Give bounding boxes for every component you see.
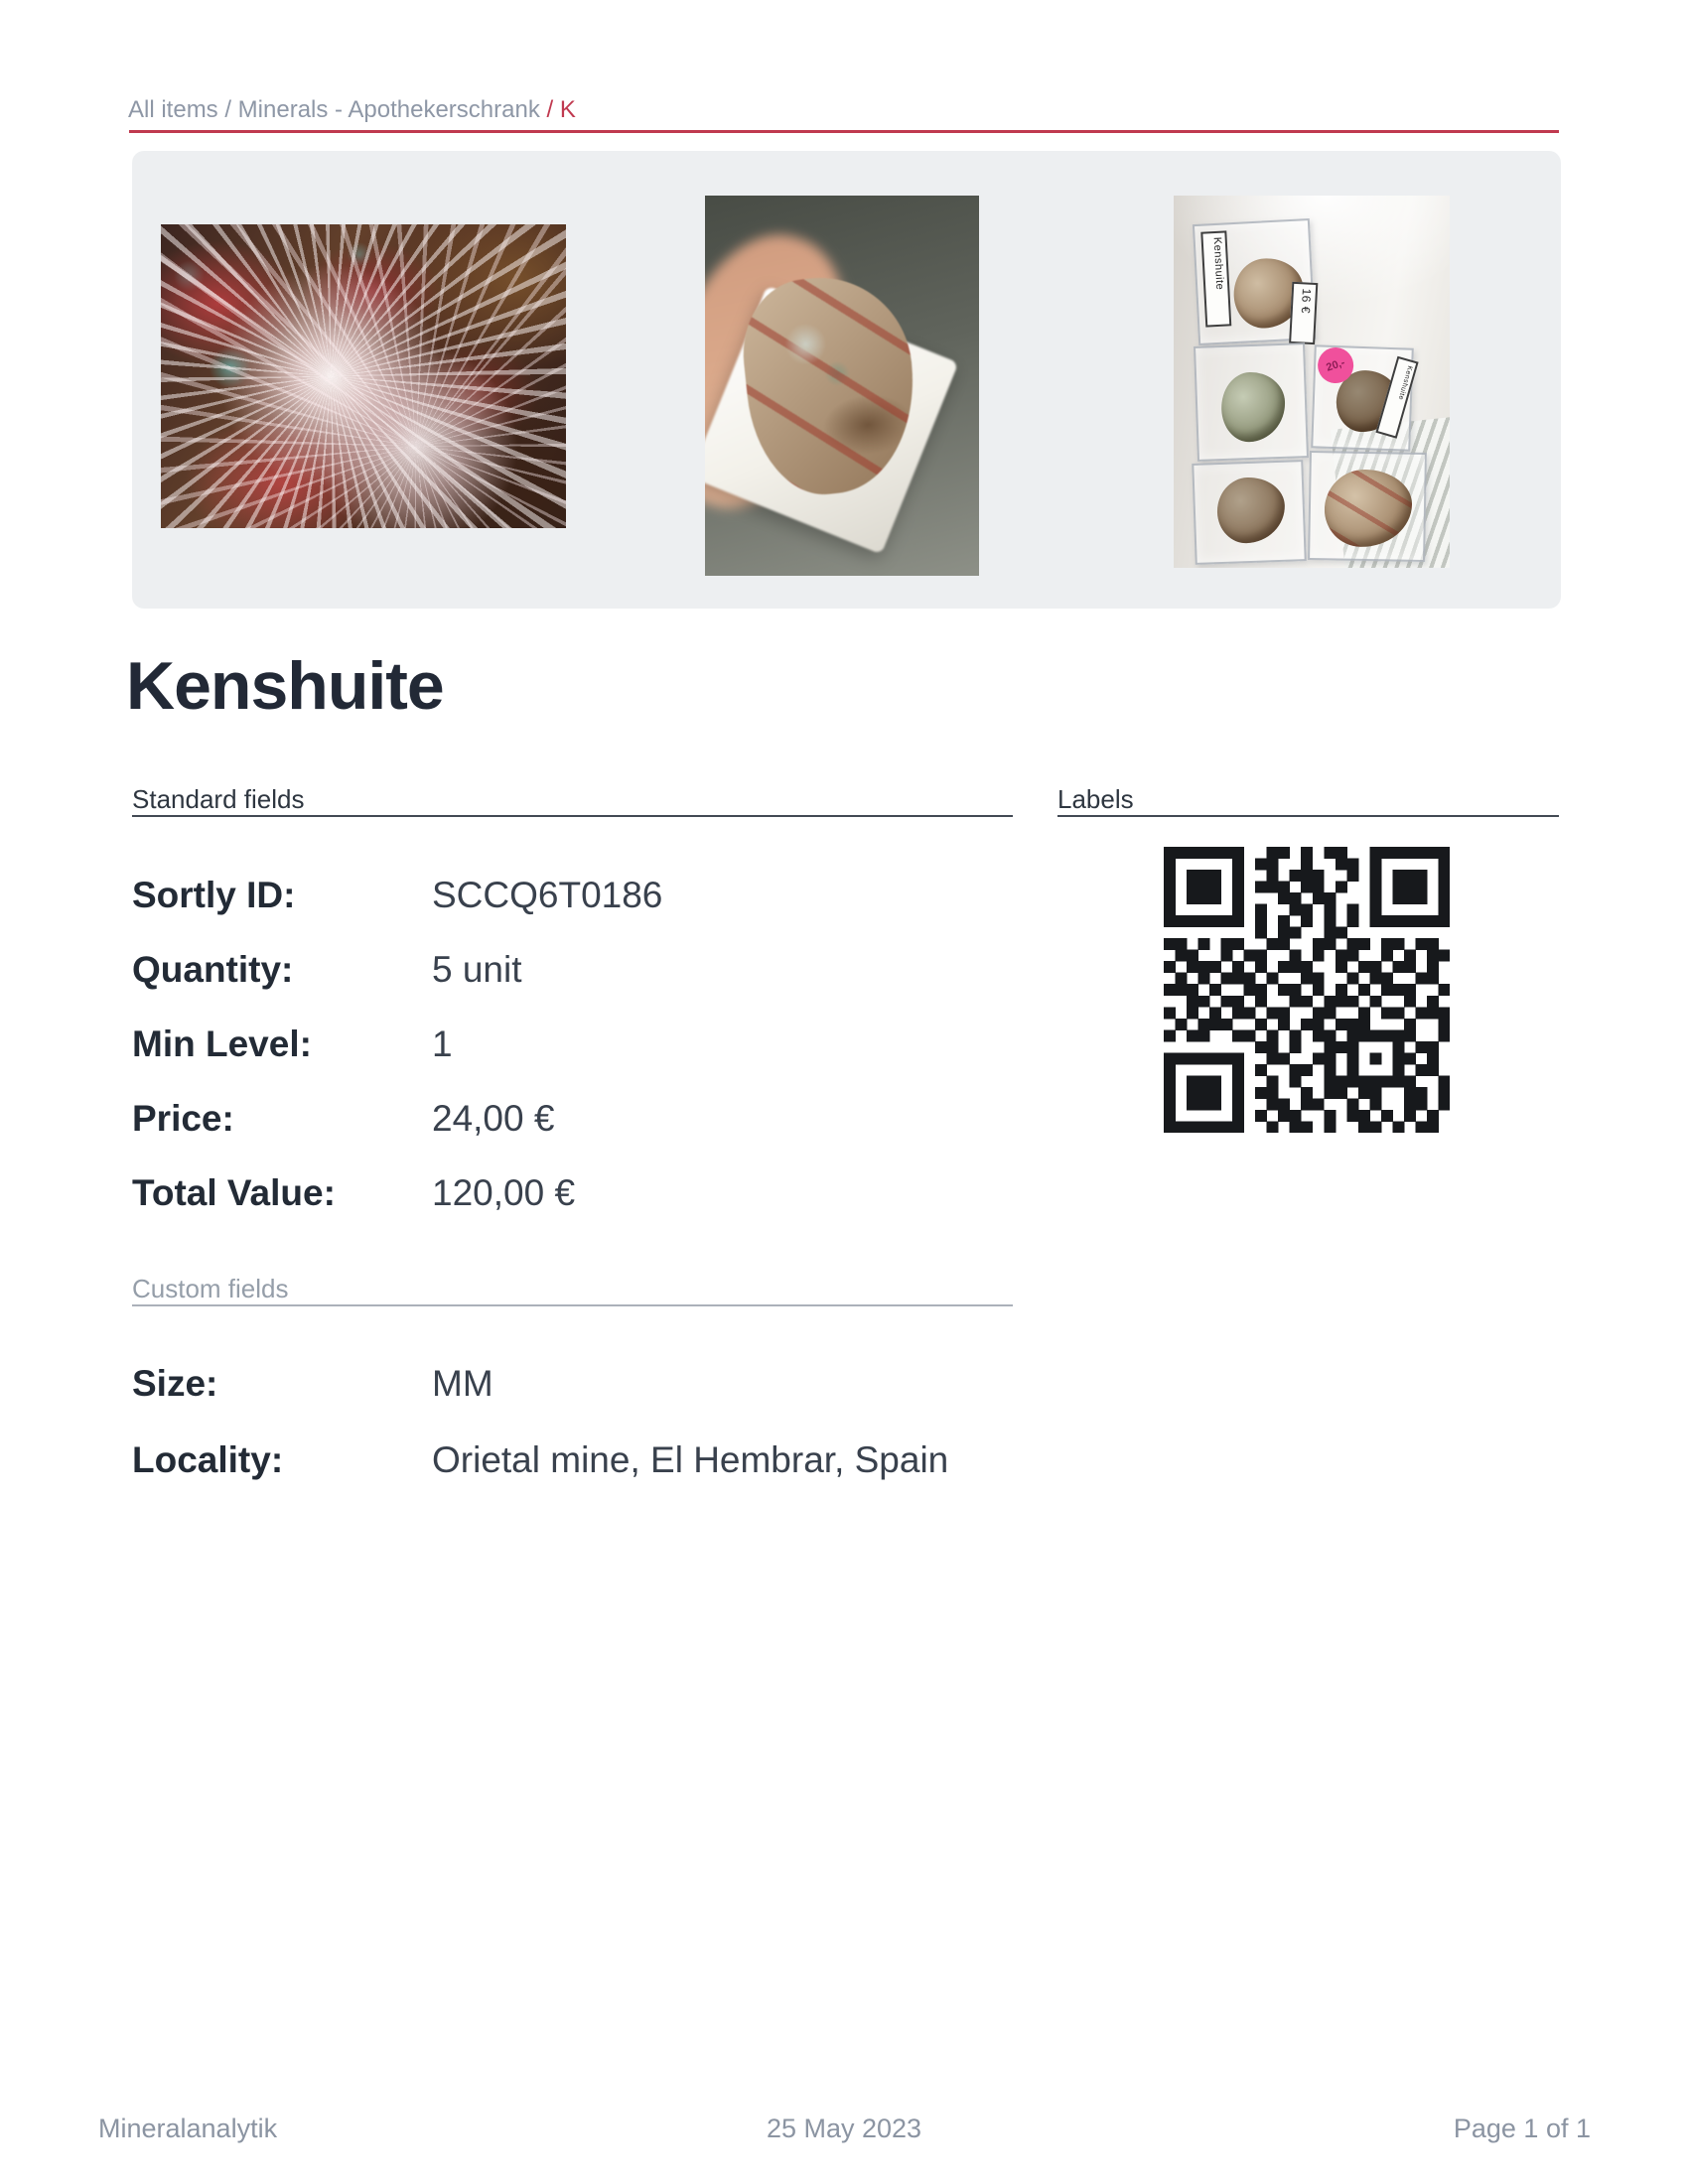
- field-value: Orietal mine, El Hembrar, Spain: [432, 1439, 949, 1480]
- field-label: Price:: [132, 1098, 234, 1139]
- box-name-label: Kenshuite: [1200, 230, 1231, 327]
- mineral-specimen: [1220, 371, 1286, 443]
- photo-mineral-closeup: [161, 224, 566, 528]
- field-value: 1: [432, 1024, 453, 1064]
- specimen-box: [1194, 342, 1309, 462]
- photo-specimen-in-hand: [705, 196, 979, 576]
- specimen-box: [1193, 218, 1316, 345]
- field-row-quantity: [132, 947, 1016, 993]
- labels-rule: [1057, 815, 1559, 817]
- breadcrumb-divider-line: [129, 130, 1559, 133]
- specimen-box: [1311, 344, 1414, 451]
- field-value: SCCQ6T0186: [432, 875, 663, 915]
- labels-heading: Labels: [1057, 784, 1134, 814]
- field-label: Sortly ID:: [132, 875, 296, 915]
- box-name-label: Kenshuite: [1375, 356, 1418, 439]
- field-value: 5 unit: [432, 949, 522, 990]
- qr-code: [1164, 847, 1450, 1133]
- photo-gallery-panel: [132, 151, 1561, 609]
- standard-fields-heading: Standard fields: [132, 784, 305, 814]
- footer-date: 25 May 2023: [766, 2114, 922, 2143]
- field-row-locality: [132, 1437, 1016, 1483]
- mineral-specimen: [1216, 477, 1286, 544]
- field-row-price: [132, 1096, 1016, 1142]
- specimen-box: [1308, 451, 1427, 562]
- footer-company: Mineralanalytik: [98, 2114, 278, 2143]
- price-tag-label: 16 €: [1289, 282, 1318, 344]
- field-row-min-level: [132, 1022, 1016, 1067]
- photo-specimen-boxes: [1174, 196, 1450, 568]
- field-value: MM: [432, 1363, 493, 1404]
- field-label: Total Value:: [132, 1172, 336, 1213]
- mineral-specimen: [1324, 469, 1412, 548]
- breadcrumb: [128, 96, 576, 124]
- field-value: 24,00 €: [432, 1098, 555, 1139]
- field-label: Min Level:: [132, 1024, 312, 1064]
- specimen-box: [1192, 460, 1306, 565]
- breadcrumb-trail: All items / Minerals - Apothekerschrank: [128, 96, 547, 123]
- field-row-total-value: [132, 1170, 1016, 1216]
- custom-fields-heading: Custom fields: [132, 1274, 289, 1303]
- field-label: Size:: [132, 1363, 218, 1404]
- price-sticker: 20,-: [1313, 342, 1357, 387]
- breadcrumb-current: / K: [546, 96, 576, 123]
- field-value: 120,00 €: [432, 1172, 576, 1213]
- qr-code-image: [1164, 847, 1450, 1133]
- footer-page-number: Page 1 of 1: [1453, 2114, 1591, 2143]
- custom-fields-rule: [132, 1304, 1013, 1306]
- field-label: Locality:: [132, 1439, 284, 1480]
- standard-fields-rule: [132, 815, 1013, 817]
- field-label: Quantity:: [132, 949, 294, 990]
- field-row-sortly-id: [132, 873, 1016, 918]
- page-title: Kenshuite: [126, 648, 444, 724]
- field-row-size: [132, 1361, 1016, 1407]
